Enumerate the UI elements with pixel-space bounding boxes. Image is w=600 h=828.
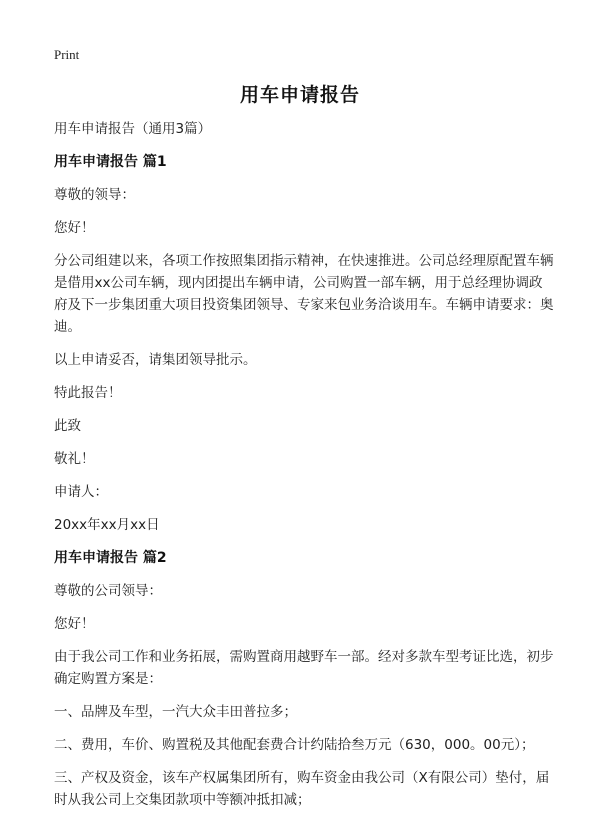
body-paragraph-2: 由于我公司工作和业务拓展，需购置商用越野车一部。经对多款车型考证比选，初步确定购置方案是： [54, 649, 554, 687]
applicant-line: 申请人： [54, 484, 108, 500]
salutation-paragraph: 尊敬的领导： [54, 187, 135, 203]
document-body [54, 118, 554, 822]
list-item-brand: 一、品牌及车型，一汽大众丰田普拉多； [54, 704, 297, 720]
document-title: 用车申请报告 [239, 84, 360, 106]
greeting-paragraph: 您好！ [54, 220, 95, 236]
list-item-ownership: 三、产权及资金，该车产权属集团所有，购车资金由我公司（X有限公司）垫付，届时从我公司上交集团款项中等额冲抵扣减； [54, 770, 550, 808]
body-paragraph: 分公司组建以来，各项工作按照集团指示精神，在快速推进。公司总经理原配置车辆是借用xx公司车辆，现内团提出车辆申请，公司购置一部车辆，用于总经理协调政府及下一步集团重大项目投资集团领导、专家来包业务洽谈用车。车辆申请要求：奥迪。 [54, 253, 554, 335]
subtitle-paragraph: 用车申请报告（通用3篇） [54, 121, 212, 137]
print-label: Print [54, 47, 80, 62]
greeting-paragraph-2: 您好！ [54, 616, 95, 632]
salutation-paragraph-2: 尊敬的公司领导： [54, 583, 162, 599]
section-heading-2: 用车申请报告 篇2 [54, 550, 167, 566]
salute-line: 敬礼！ [54, 451, 95, 467]
report-closing-paragraph: 特此报告！ [54, 385, 122, 401]
request-paragraph: 以上申请妥否，请集团领导批示。 [54, 352, 257, 368]
regards-line: 此致 [54, 418, 81, 434]
date-line: 20xx年xx月xx日 [54, 517, 160, 533]
list-item-cost: 二、费用，车价、购置税及其他配套费合计约陆拾叁万元（630，000。00元）； [54, 737, 535, 753]
section-heading-1: 用车申请报告 篇1 [54, 154, 167, 170]
